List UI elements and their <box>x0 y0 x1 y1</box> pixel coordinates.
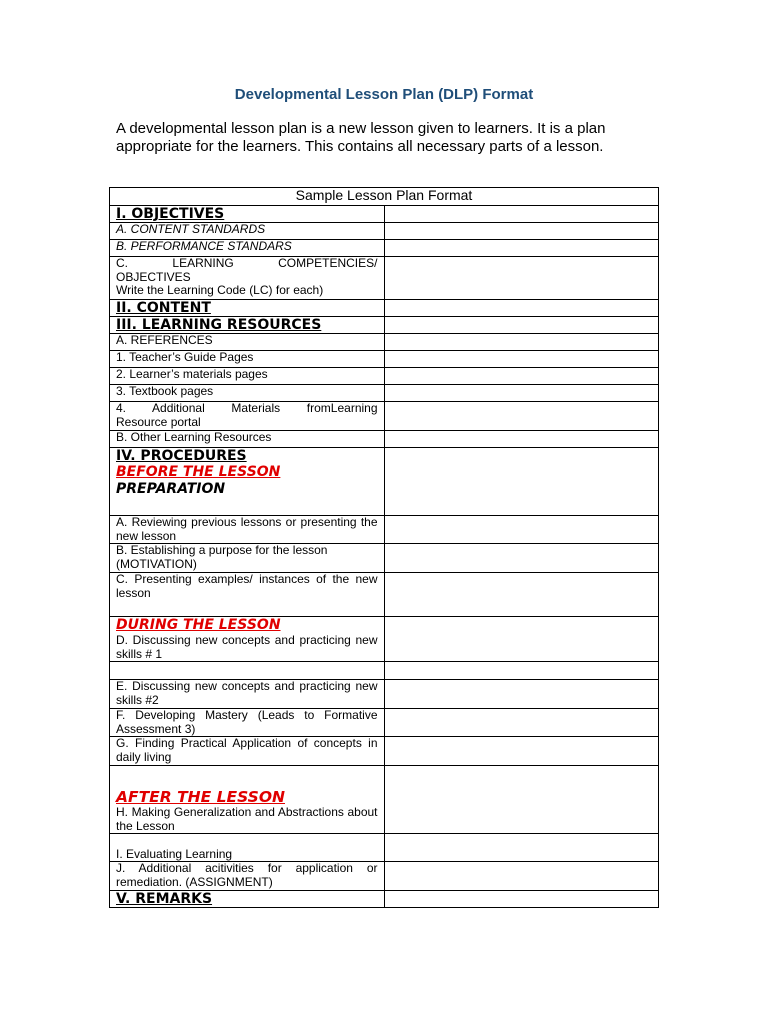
tg-pages-label: 1. Teacher’s Guide Pages <box>110 351 385 368</box>
item-j-value-cell[interactable] <box>384 862 659 891</box>
objectives-label: I. OBJECTIVES <box>116 206 225 222</box>
content-standards-value-cell[interactable] <box>384 223 659 240</box>
item-g-value-cell[interactable] <box>384 737 659 766</box>
item-b-line-2: (MOTIVATION) <box>116 556 197 571</box>
item-g-cell <box>110 737 385 766</box>
item-b-cell <box>110 544 385 573</box>
item-b-value-cell[interactable] <box>384 544 659 573</box>
additional-materials-value-cell[interactable] <box>384 402 659 431</box>
content-label: II. CONTENT <box>116 300 211 316</box>
item-i-value-cell[interactable] <box>384 834 659 862</box>
item-c-cell <box>110 573 385 617</box>
content-heading <box>110 300 385 317</box>
other-resources-label: B. Other Learning Resources <box>110 431 385 448</box>
remarks-heading <box>110 891 385 908</box>
objectives-value-cell[interactable] <box>384 206 659 223</box>
blank-row-cell <box>110 662 385 680</box>
textbook-pages-label: 3. Textbook pages <box>110 385 385 402</box>
blank-row-value-cell[interactable] <box>384 662 659 680</box>
learning-resources-label: III. LEARNING RESOURCES <box>116 317 322 333</box>
learning-resources-heading <box>110 317 385 334</box>
competencies-cell <box>110 257 385 300</box>
references-value-cell[interactable] <box>384 334 659 351</box>
textbook-pages-value-cell[interactable] <box>384 385 659 402</box>
table-caption: Sample Lesson Plan Format <box>110 188 659 206</box>
performance-standards-value-cell[interactable] <box>384 240 659 257</box>
performance-standards-label: B. PERFORMANCE STANDARS <box>110 240 385 257</box>
item-f-label: F. Developing Mastery (Leads to Formative Assessment 3) <box>116 708 378 736</box>
item-g-label: G. Finding Practical Application of concepts in daily living <box>116 736 378 764</box>
item-b-line-1: B. Establishing a purpose for the lesson <box>116 543 328 557</box>
item-e-label: E. Discussing new concepts and practicing new skills #2 <box>116 679 378 707</box>
after-lesson-label: AFTER THE LESSON <box>116 788 285 806</box>
item-j-cell <box>110 862 385 891</box>
item-h-value-cell[interactable] <box>384 766 659 834</box>
before-lesson-label: BEFORE THE LESSON <box>116 464 281 480</box>
competencies-word-1: C. <box>116 256 128 270</box>
lm-pages-label: 2. Learner’s materials pages <box>110 368 385 385</box>
procedures-cell <box>110 448 385 516</box>
competencies-line-2: OBJECTIVES <box>116 269 191 284</box>
lesson-plan-table <box>109 187 659 908</box>
item-f-cell <box>110 709 385 737</box>
document-title: Developmental Lesson Plan (DLP) Format <box>234 86 534 103</box>
item-d-label: D. Discussing new concepts and practicing new skills # 1 <box>116 633 378 661</box>
additional-materials-line-1: 4. Additional Materials fromLearning <box>116 401 378 415</box>
preparation-label: PREPARATION <box>116 481 226 497</box>
competencies-line-3: Write the Learning Code (LC) for each) <box>116 283 324 297</box>
objectives-heading <box>110 206 385 223</box>
item-h-label: H. Making Generalization and Abstractions about the Lesson <box>116 805 378 833</box>
competencies-word-3: COMPETENCIES/ <box>278 256 378 270</box>
additional-materials-line-2: Resource portal <box>116 414 201 429</box>
remarks-label: V. REMARKS <box>116 891 213 907</box>
competencies-line-1 <box>116 257 378 271</box>
remarks-value-cell[interactable] <box>384 891 659 908</box>
item-d-cell <box>110 617 385 662</box>
references-label: A. REFERENCES <box>110 334 385 351</box>
procedures-value-cell[interactable] <box>384 448 659 516</box>
item-f-value-cell[interactable] <box>384 709 659 737</box>
item-c-value-cell[interactable] <box>384 573 659 617</box>
procedures-label: IV. PROCEDURES <box>116 448 247 464</box>
lm-pages-value-cell[interactable] <box>384 368 659 385</box>
item-h-cell <box>110 766 385 834</box>
item-e-cell <box>110 680 385 709</box>
item-c-label: C. Presenting examples/ instances of the new lesson <box>116 572 378 600</box>
learning-resources-value-cell[interactable] <box>384 317 659 334</box>
competencies-word-2: LEARNING <box>172 256 234 270</box>
item-d-value-cell[interactable] <box>384 617 659 662</box>
item-a-cell <box>110 516 385 544</box>
item-i-cell <box>110 834 385 862</box>
other-resources-value-cell[interactable] <box>384 431 659 448</box>
during-lesson-label: DURING THE LESSON <box>116 617 281 633</box>
content-standards-label: A. CONTENT STANDARDS <box>110 223 385 240</box>
item-i-label: I. Evaluating Learning <box>116 846 233 861</box>
tg-pages-value-cell[interactable] <box>384 351 659 368</box>
item-e-value-cell[interactable] <box>384 680 659 709</box>
item-a-value-cell[interactable] <box>384 516 659 544</box>
item-j-label: J. Additional acitivities for application or remediation. (ASSIGNMENT) <box>116 861 378 889</box>
item-a-label: A. Reviewing previous lessons or presenting the new lesson <box>116 515 378 543</box>
content-value-cell[interactable] <box>384 300 659 317</box>
additional-materials-cell <box>110 402 385 431</box>
competencies-value-cell[interactable] <box>384 257 659 300</box>
intro-paragraph: A developmental lesson plan is a new lesson given to learners. It is a plan appropriate for the learners. This contains all necessary parts of a lesson. <box>116 120 606 155</box>
